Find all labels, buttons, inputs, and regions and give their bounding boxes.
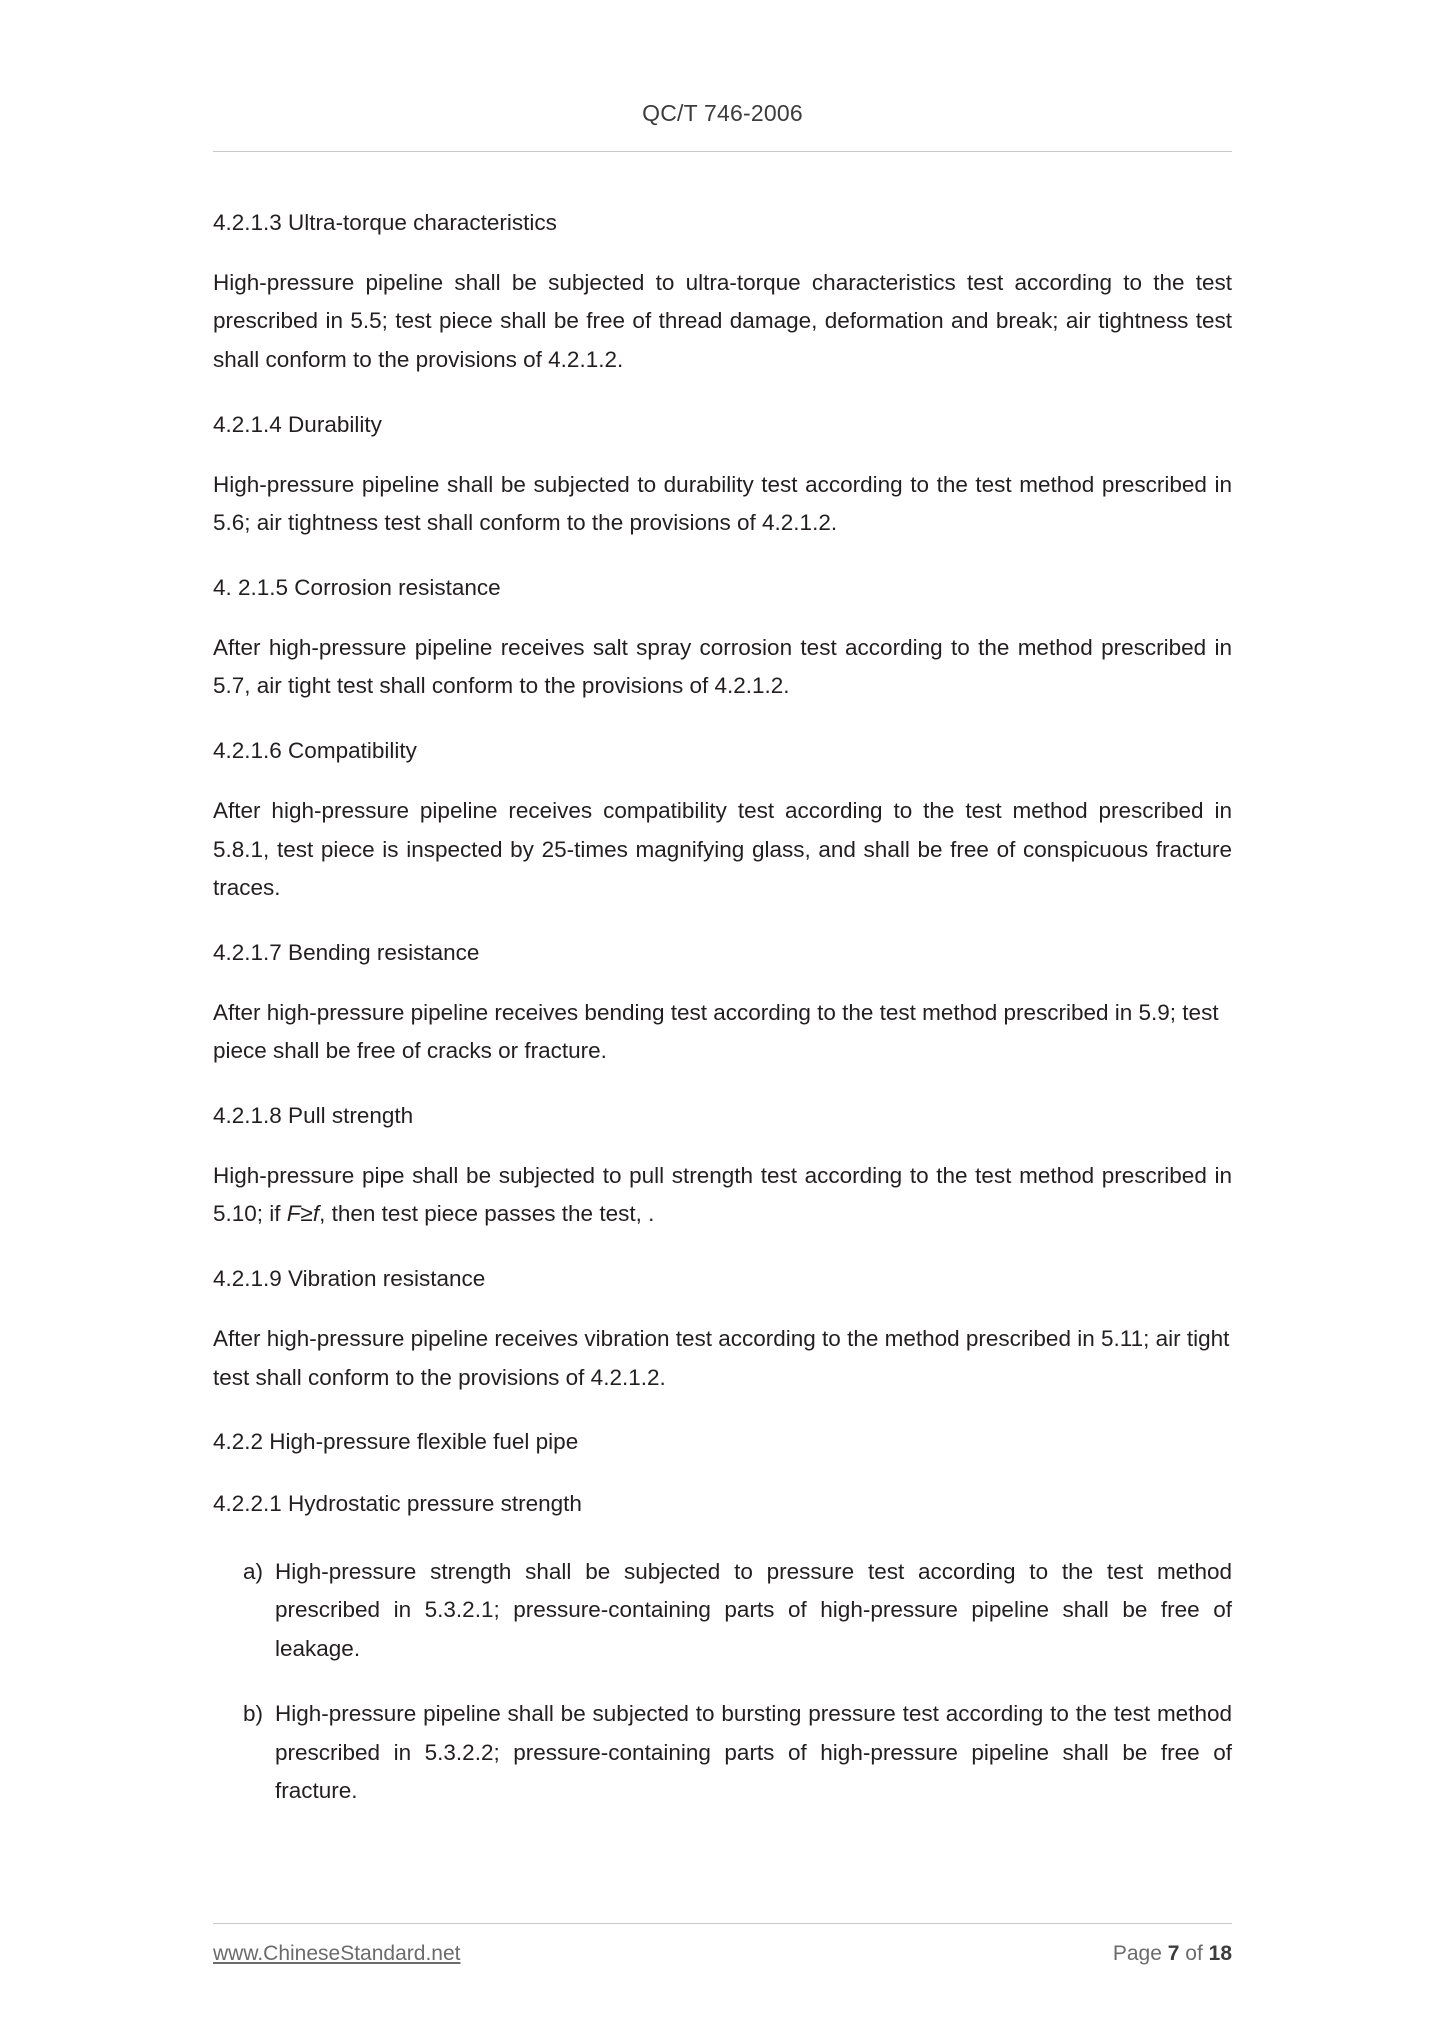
footer-current-page: 7 — [1167, 1942, 1180, 1965]
paragraph-4-2-1-6: After high-pressure pipeline receives compatibility test according to the test method prescribed in 5.8.1, test piece is inspected by 25-times magnifying glass, and shall be free of conspicuous fracture traces. — [213, 797, 1232, 901]
list-item-text: High-pressure pipeline shall be subjected to bursting pressure test according to the test method prescribed in 5.3.2.2; pressure-containing parts of high-pressure pipeline shall be free of fracture. — [275, 1700, 1232, 1804]
list-4-2-2-1 — [213, 1543, 1232, 1827]
page-content — [213, 0, 1232, 1827]
document-body — [213, 152, 1232, 1827]
paragraph-4-2-1-5: After high-pressure pipeline receives salt spray corrosion test according to the method prescribed in 5.7, air tight test shall conform to the provisions of 4.2.1.2. — [213, 634, 1232, 699]
heading-4-2-1-9: 4.2.1.9 Vibration resistance — [213, 1266, 486, 1292]
footer-total-pages: 18 — [1208, 1942, 1232, 1965]
heading-4-2-2-1: 4.2.2.1 Hydrostatic pressure strength — [213, 1491, 582, 1516]
paragraph-4-2-1-4: High-pressure pipeline shall be subjected to durability test according to the test method prescribed in 5.6; air tightness test shall conform to the provisions of 4.2.1.2. — [213, 471, 1232, 536]
footer-page-prefix: Page — [1112, 1942, 1168, 1965]
document-standard-number: QC/T 746-2006 — [642, 100, 803, 126]
document-header — [213, 0, 1232, 127]
formula-f-ge-f: F≥f — [286, 1201, 320, 1227]
heading-4-2-1-7: 4.2.1.7 Bending resistance — [213, 939, 480, 965]
page-footer — [213, 1923, 1232, 1966]
paragraph-4-2-1-8-part1: High-pressure pipe shall be subjected to pull strength test according to the test method prescribed in 5.10; if — [213, 1162, 1232, 1227]
list-item-marker: b) — [243, 1700, 264, 1726]
footer-row — [213, 1942, 1232, 1966]
heading-4-2-1-6: 4.2.1.6 Compatibility — [213, 738, 417, 764]
heading-4-2-1-8: 4.2.1.8 Pull strength — [213, 1103, 414, 1128]
paragraph-4-2-1-9: After high-pressure pipeline receives vibration test according to the method prescribed in 5.11; air tight test shall conform to the provisions of 4.2.1.2. — [213, 1325, 1230, 1390]
paragraph-4-2-1-8 — [213, 1147, 1232, 1248]
list-item — [213, 1543, 1232, 1685]
paragraph-4-2-1-7: After high-pressure pipeline receives bending test according to the test method prescribed in 5.9; test piece shall be free of cracks or fracture. — [213, 999, 1219, 1064]
footer-page-middle: of — [1179, 1942, 1209, 1965]
footer-divider — [213, 1923, 1232, 1924]
heading-4-2-1-3: 4.2.1.3 Ultra-torque characteristics — [213, 210, 557, 235]
heading-4-2-1-4: 4.2.1.4 Durability — [213, 411, 382, 437]
list-item — [213, 1685, 1232, 1827]
list-item-marker: a) — [243, 1558, 264, 1584]
list-item-text: High-pressure strength shall be subjected to pressure test according to the test method prescribed in 5.3.2.1; pressure-containing parts of high-pressure pipeline shall be free of leakage. — [275, 1558, 1232, 1662]
heading-4-2-2: 4.2.2 High-pressure flexible fuel pipe — [213, 1429, 579, 1455]
heading-4-2-1-5: 4. 2.1.5 Corrosion resistance — [213, 574, 501, 600]
footer-website-link[interactable]: www.ChineseStandard.net — [213, 1942, 461, 1965]
footer-page-number — [1113, 1942, 1232, 1966]
paragraph-4-2-1-3: High-pressure pipeline shall be subjected to ultra-torque characteristics test according to the test prescribed in 5.5; test piece shall be free of thread damage, deformation and break; air tightness test shall conform to the provisions of 4.2.1.2. — [213, 269, 1232, 373]
paragraph-4-2-1-8-part2: , then test piece passes the test, . — [319, 1201, 655, 1227]
